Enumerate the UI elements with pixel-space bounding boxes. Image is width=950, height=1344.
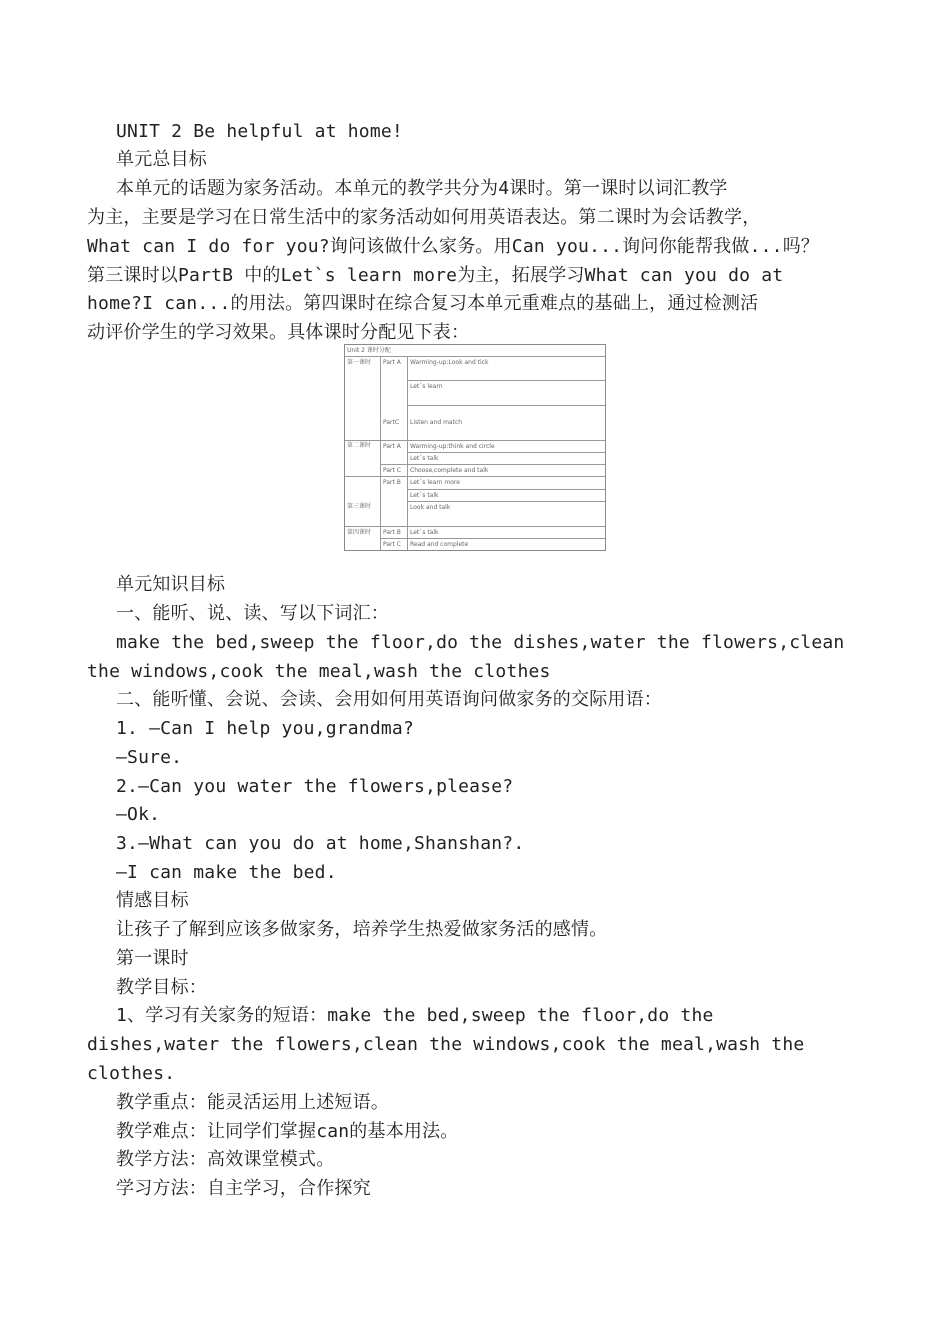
key-point: 教学重点：能灵活运用上述短语。	[116, 1092, 389, 1113]
table-part-cell: Part B	[383, 529, 401, 536]
table-activity-cell: Warming-up:think and circle	[410, 443, 495, 450]
table-part-cell: PartC	[383, 419, 400, 426]
table-rule	[345, 356, 605, 357]
teaching-method: 教学方法：高效课堂模式。	[116, 1149, 335, 1170]
teaching-goal-heading: 教学目标：	[116, 977, 207, 998]
goal-line: clothes.	[87, 1063, 176, 1084]
learning-method: 学习方法：自主学习，合作探究	[116, 1178, 371, 1199]
unit-goal-heading: 单元总目标	[116, 149, 207, 170]
table-lesson-cell: 第二课时	[347, 442, 372, 449]
intro-line: home?I can...的用法。第四课时在综合复习本单元重难点的基础上，通过检测活	[87, 293, 759, 314]
table-activity-cell: Choose,complete and talk	[410, 467, 489, 474]
table-activity-cell: Warming-up:Look and tick	[410, 359, 489, 366]
table-activity-cell: Look and talk	[410, 504, 451, 511]
goal-line: 1、学习有关家务的短语：make the bed,sweep the floor,do the	[116, 1005, 714, 1026]
table-activity-cell: Let`s learn more	[410, 479, 460, 486]
emotion-text: 让孩子了解到应该多做家务，培养学生热爱做家务活的感情。	[116, 919, 608, 940]
table-rule	[380, 464, 605, 465]
intro-line: 本单元的话题为家务活动。本单元的教学共分为4课时。第一课时以词汇教学	[116, 178, 728, 199]
vocab-heading: 一、能听、说、读、写以下词汇：	[116, 603, 389, 624]
table-part-cell: Part C	[383, 467, 401, 474]
goal-line: dishes,water the flowers,clean the windows,cook the meal,wash the	[87, 1034, 805, 1055]
lesson-allocation-table	[344, 344, 606, 551]
phrases-heading: 二、能听懂、会说、会读、会用如何用英语询问做家务的交际用语：	[116, 689, 662, 710]
dialogue-line: 2.—Can you water the flowers,please?	[116, 776, 514, 797]
emotion-heading: 情感目标	[116, 890, 189, 911]
table-rule	[407, 489, 605, 490]
knowledge-heading: 单元知识目标	[116, 574, 226, 595]
table-activity-cell: Listen and match	[410, 419, 463, 426]
table-rule	[407, 356, 408, 550]
vocab-line: the windows,cook the meal,wash the clothes	[87, 661, 551, 682]
table-rule	[407, 405, 605, 406]
dialogue-line: —Sure.	[116, 747, 183, 768]
table-part-cell: Part B	[383, 479, 401, 486]
intro-line: 动评价学生的学习效果。具体课时分配见下表：	[87, 322, 470, 343]
table-rule	[407, 501, 605, 502]
table-caption: Unit 2 课时分配	[347, 347, 391, 354]
table-rule	[345, 440, 605, 441]
table-lesson-cell: 第三课时	[347, 503, 372, 510]
table-rule	[407, 380, 605, 381]
dialogue-line: —I can make the bed.	[116, 862, 337, 883]
table-activity-cell: Let`s talk	[410, 492, 439, 499]
table-activity-cell: Let`s talk	[410, 529, 439, 536]
dialogue-line: 3.—What can you do at home,Shanshan?.	[116, 833, 525, 854]
lesson1-heading: 第一课时	[116, 948, 189, 969]
intro-line: 第三课时以PartB 中的Let`s learn more为主，拓展学习What can you do at	[87, 265, 784, 286]
dialogue-line: —Ok.	[116, 804, 161, 825]
intro-line: 为主，主要是学习在日常生活中的家务活动如何用英语表达。第二课时为会话教学，	[87, 207, 761, 228]
table-rule	[380, 356, 381, 550]
table-rule	[345, 476, 605, 477]
table-part-cell: Part A	[383, 443, 401, 450]
table-lesson-cell: 第四课时	[347, 529, 372, 536]
table-activity-cell: Read and complete	[410, 541, 469, 548]
difficulty: 教学难点：让同学们掌握can的基本用法。	[116, 1121, 459, 1142]
vocab-line: make the bed,sweep the floor,do the dishes,water the flowers,clean	[116, 632, 845, 653]
unit-title: UNIT 2 Be helpful at home!	[116, 121, 403, 142]
table-part-cell: Part A	[383, 359, 401, 366]
table-activity-cell: Let`s talk	[410, 455, 439, 462]
table-activity-cell: Let`s learn	[410, 383, 443, 390]
dialogue-line: 1. —Can I help you,grandma?	[116, 718, 414, 739]
table-part-cell: Part C	[383, 541, 401, 548]
table-rule	[380, 538, 605, 539]
table-rule	[345, 526, 605, 527]
table-rule	[407, 452, 605, 453]
intro-line: What can I do for you?询问该做什么家务。用Can you...询问你能帮我做...吗？	[87, 236, 820, 257]
table-lesson-cell: 第一课时	[347, 359, 372, 366]
